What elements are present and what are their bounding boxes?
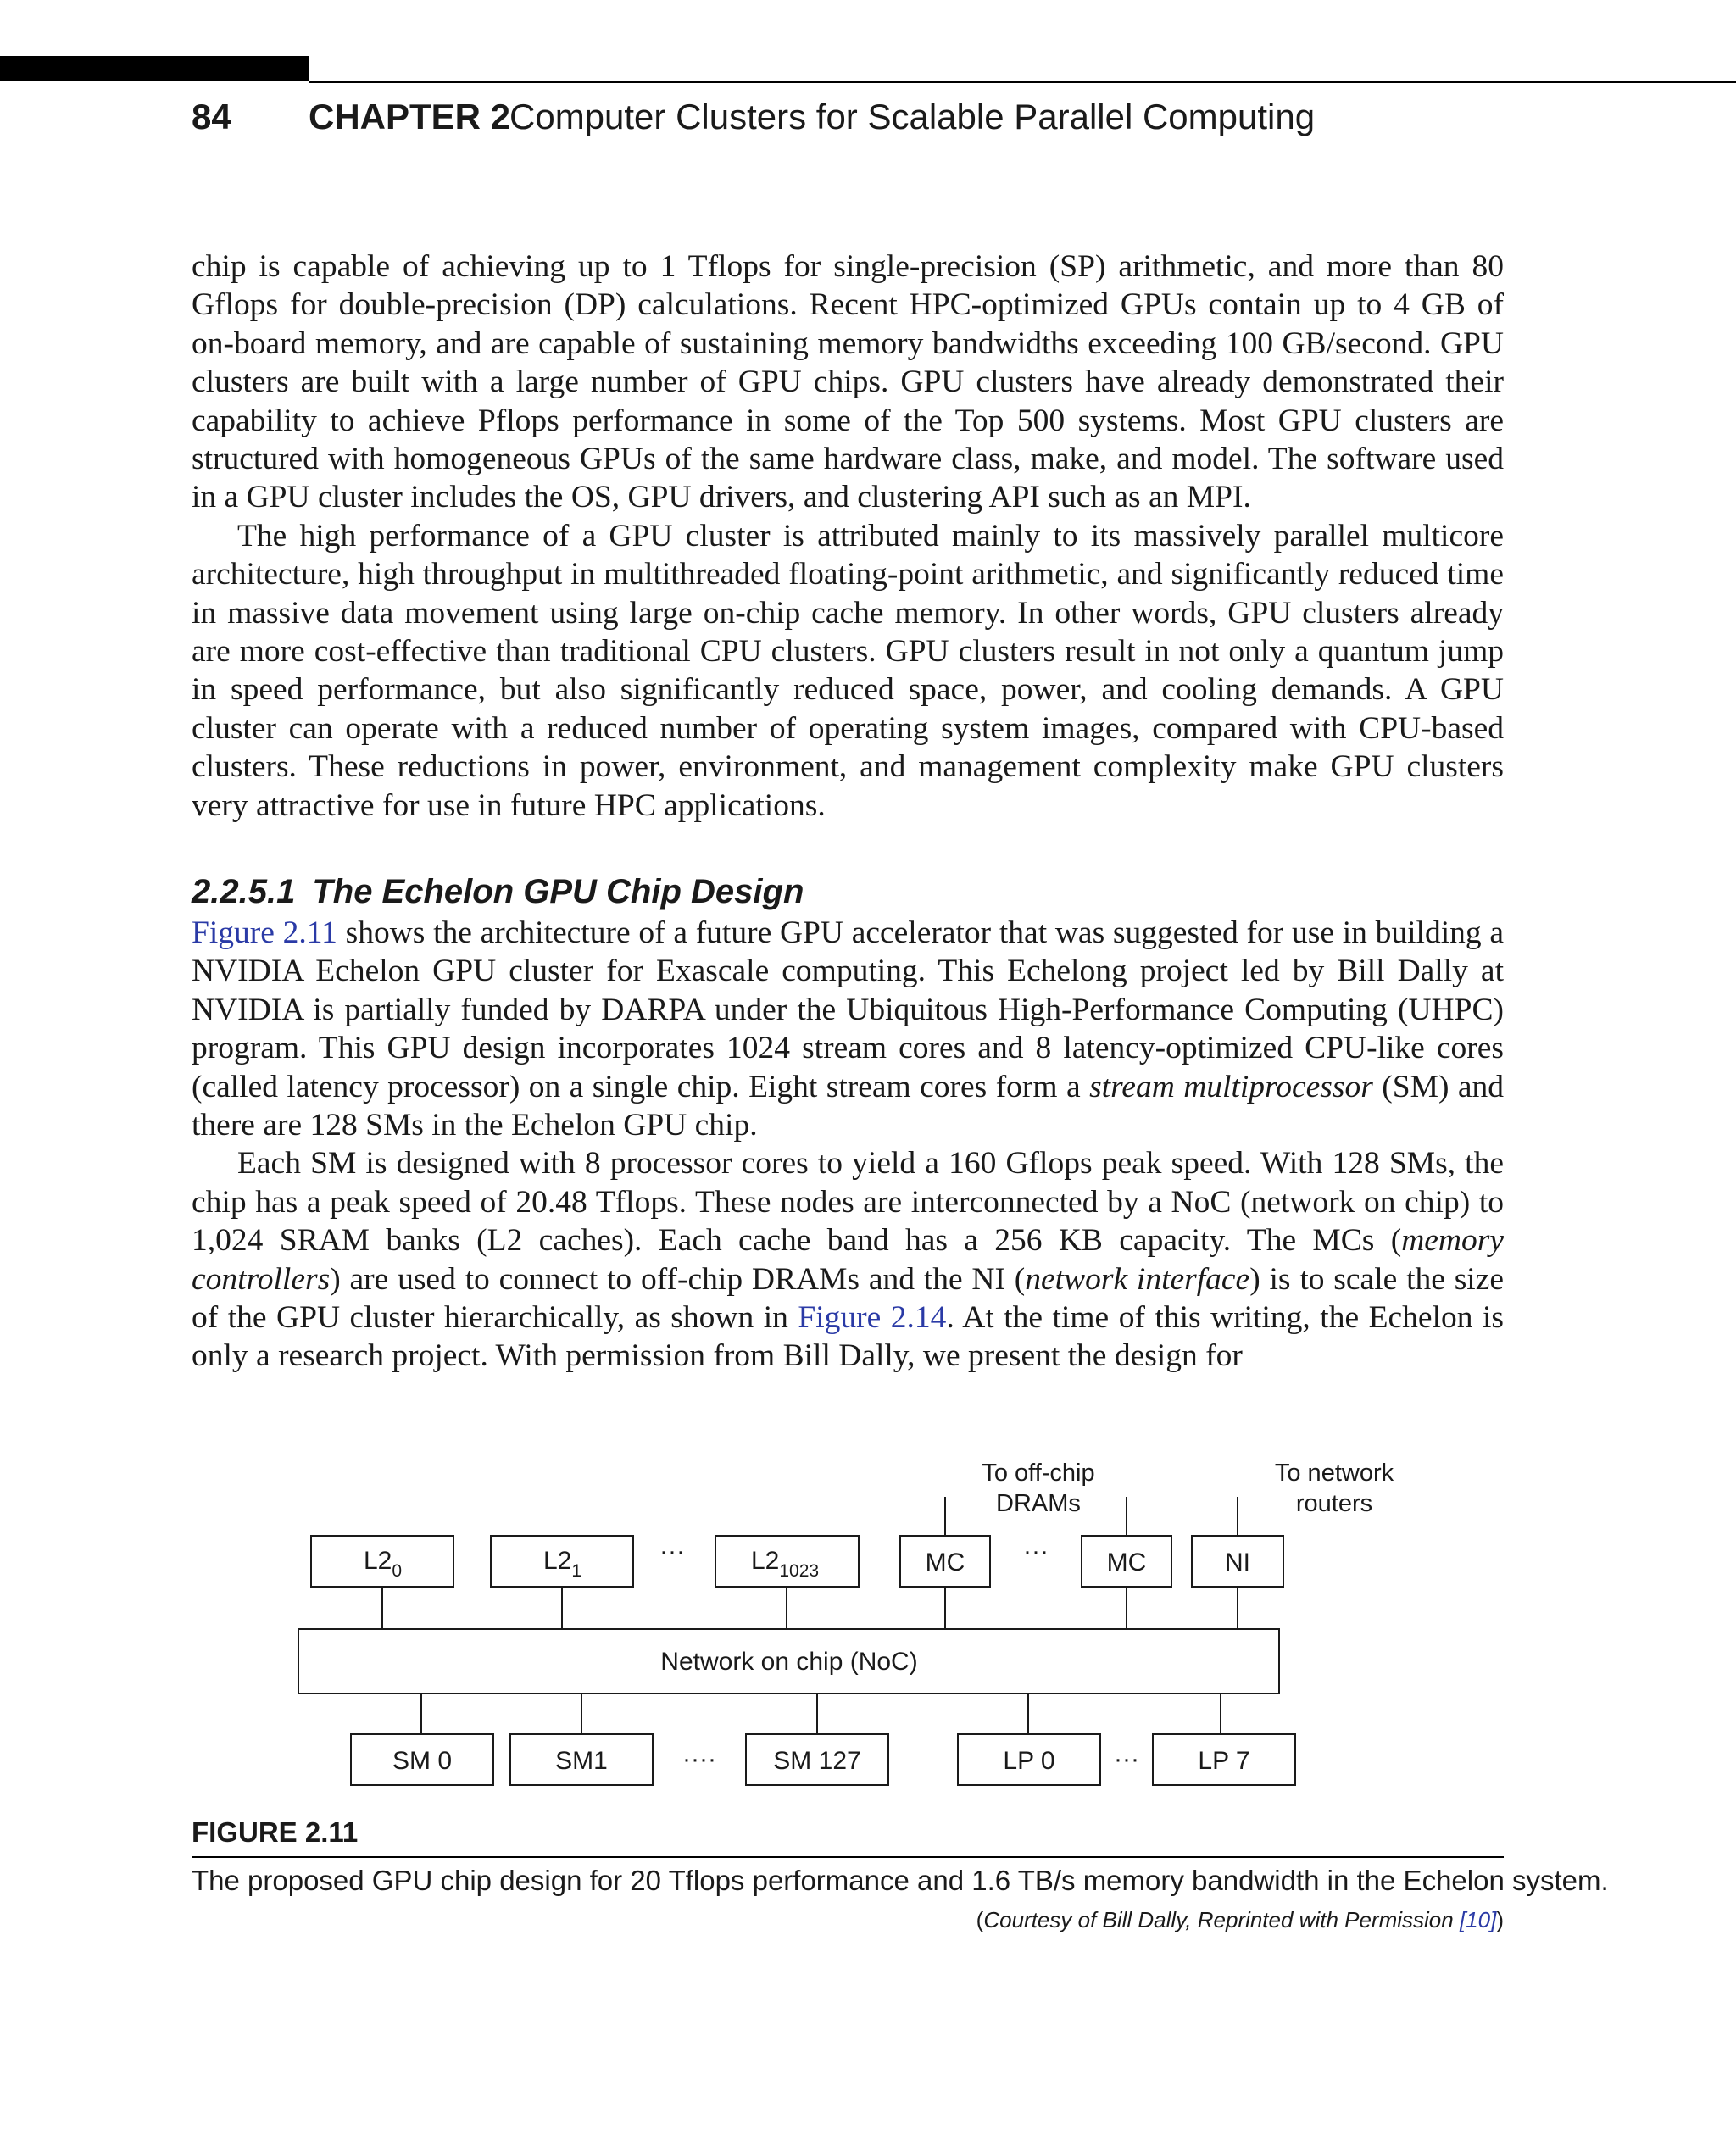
chapter-title: Computer Clusters for Scalable Parallel Computing [509,97,1316,136]
section-heading [192,868,804,915]
sm0-label: SM 0 [392,1747,453,1775]
paragraph-4-text-d: . At the time of this writing, the Echelon is only a research project. With permission from Bill Dally, we present the design for [192,1300,1504,1374]
ellipsis-sm: ···· [682,1745,716,1773]
echelon-chip-diagram [0,1441,1736,1805]
paragraph-1: chip is capable of achieving up to 1 Tflops for single-precision (SP) arithmetic, and more than 80 Gflops for double-precision (DP) calculations. Recent HPC-optimized GPUs contain up to 4 GB of on-board memory, and are capable of sustaining memory bandwidths exceeding 100 GB/second. GPU clusters are built with a large number of GPU chips. GPU clusters have already demonstrated their capability to achieve Pflops performance in some of the Top 500 systems. Most GPU clusters are structured with homogeneous GPUs of the same hardware class, make, and model. The software used in a GPU cluster includes the OS, GPU drivers, and clustering API such as an MPI. [192,249,1504,515]
paragraph-4-text-c: ) is to scale the size of the GPU cluster hierarchically, as shown in [192,1261,1504,1336]
credit-close-paren: ) [1496,1907,1504,1932]
figure-label: FIGURE 2.11 [192,1816,359,1848]
offchip-label-line2: DRAMs [996,1490,1081,1517]
paragraph-4-text-a: Each SM is designed with 8 processor cores to yield a 160 Gflops peak speed. With 128 SMs, the chip has a peak speed of 20.48 Tflops. These nodes are interconnected by a NoC (network on chip) to 1,024 SRAM banks (L2 caches). Each cache band has a 256 KB capacity. The MCs ( [192,1146,1504,1259]
header-rule [309,81,1736,83]
figure-caption: The proposed GPU chip design for 20 Tflops performance and 1.6 TB/s memory bandwidth in the Echelon system. [192,1865,1609,1896]
section-title: The Echelon GPU Chip Design [312,873,804,910]
paragraph-3-text-a: shows the architecture of a future GPU accelerator that was suggested for use in building a NVIDIA Echelon GPU cluster for Exascale computing. This Echelong project led by Bill Dally at NVIDIA is partially funded by DARPA under the Ubiquitous High-Performance Computing (UHPC) program. This GPU design incorporates 1024 stream cores and 8 latency-optimized CPU-like cores (called latency processor) on a single chip. Eight stream cores form a [192,915,1504,1104]
offchip-label-line1: To off-chip [982,1460,1095,1487]
l2-0-label: $L2_0$ [364,1547,403,1581]
paragraph-4-text-b: ) are used to connect to off-chip DRAMs and the NI ( [330,1261,1026,1297]
paragraph-3 [192,914,1504,1144]
ellipsis-mc: ··· [1023,1538,1049,1565]
noc-label: Network on chip (NoC) [660,1648,918,1676]
mc-label-2: MC [1106,1549,1147,1577]
figure-caption-rule [192,1856,1504,1858]
paragraph-2: The high performance of a GPU cluster is attributed mainly to its massively parallel multicore architecture, high throughput in multithreaded floating-point arithmetic, and significantly reduced time in massive data movement using large on-chip cache memory. In other words, GPU clusters already are more cost-effective than traditional CPU clusters. GPU clusters result in not only a quantum jump in speed performance, but also significantly reduced space, power, and cooling demands. A GPU cluster can operate with a reduced number of operating system images, compared with CPU-based clusters. These reductions in power, environment, and management complexity make GPU clusters very attractive for use in future HPC applications. [192,518,1504,823]
l2-1023-label: $L2_{1023}$ [751,1547,820,1581]
mc-label-1: MC [925,1549,965,1577]
chapter-label: CHAPTER 2 [309,97,511,136]
ellipsis-lp: ··· [1114,1745,1139,1773]
paragraph-4 [192,1144,1504,1375]
l2-1-label: $L2_1$ [543,1547,582,1581]
network-label-line2: routers [1295,1490,1373,1517]
credit-text: Courtesy of Bill Dally, Reprinted with Permission [983,1907,1460,1932]
running-head [192,92,1316,142]
paragraph-4-italic-2: network interface [1025,1261,1250,1297]
sm127-label: SM 127 [773,1747,861,1775]
network-label-line1: To network [1274,1460,1394,1487]
sm1-label: SM1 [555,1747,608,1775]
figure-link-2-11[interactable]: Figure 2.11 [192,915,337,950]
ni-label: NI [1225,1549,1250,1577]
lp7-label: LP 7 [1198,1747,1250,1775]
credit-open-paren: ( [976,1907,984,1932]
paragraph-3-italic: stream multiprocessor [1089,1069,1373,1104]
credit-reference-link[interactable]: [10] [1459,1907,1497,1932]
page-number: 84 [192,97,231,136]
header-black-bar [0,56,309,81]
paragraph-4-italic-1: memory controllers [192,1223,1504,1297]
ellipsis-l2: ··· [659,1538,685,1565]
body-text-top [192,247,1504,825]
lp0-label: LP 0 [1003,1747,1055,1775]
paragraph-3-text-b: (SM) and there are 128 SMs in the Echelon GPU chip. [192,1069,1504,1143]
body-text-bottom [192,914,1504,1376]
figure-link-2-14[interactable]: Figure 2.14 [798,1300,947,1336]
section-number: 2.2.5.1 [192,873,296,910]
figure-credit [976,1904,1504,1936]
